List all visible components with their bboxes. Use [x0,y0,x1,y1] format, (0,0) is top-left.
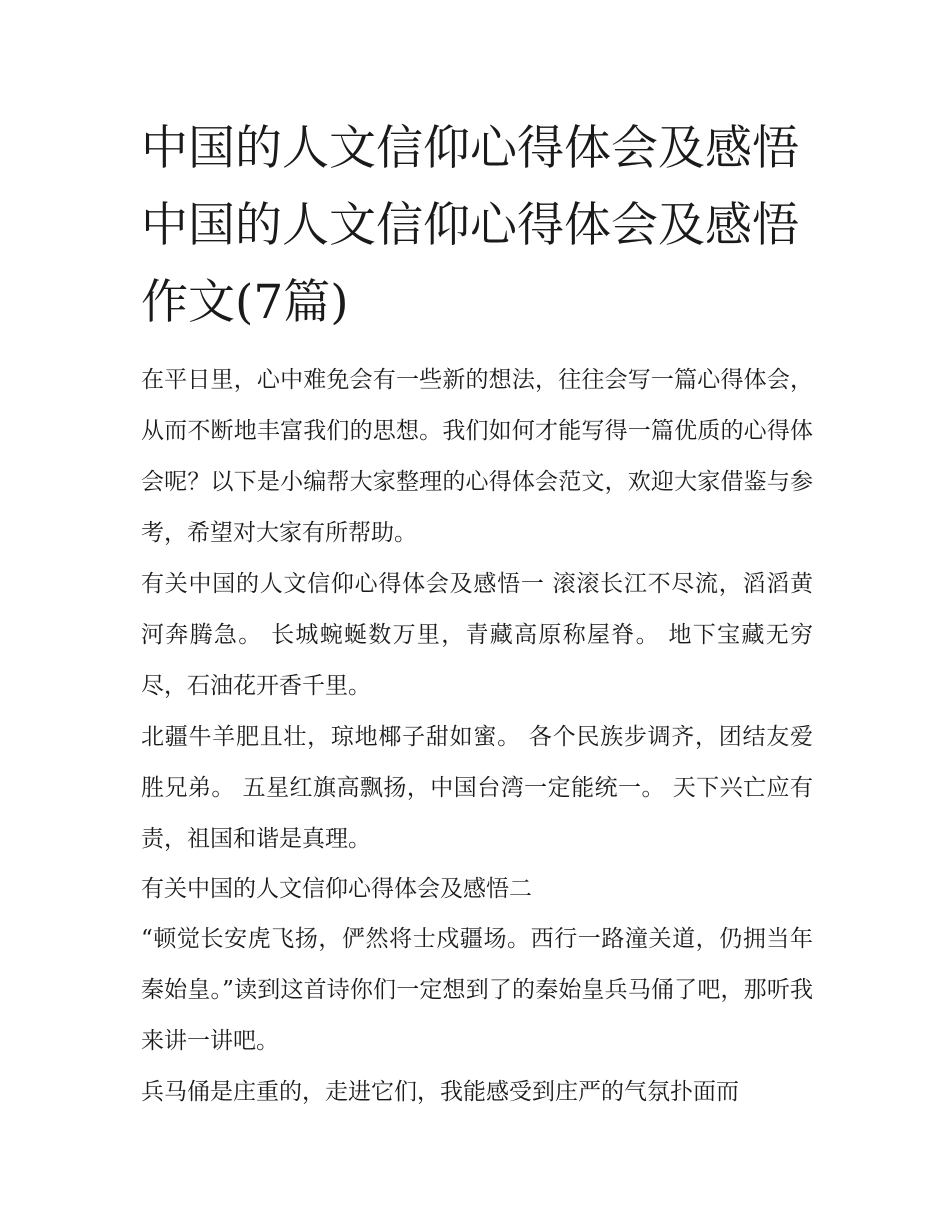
paragraph-poem-continued: 北疆牛羊肥且壮，琼地椰子甜如蜜。 各个民族步调齐，团结友爱胜兄弟。 五星红旗高飘扬，中国台湾一定能统一。 天下兴亡应有责，祖国和谐是真理。 [141,724,813,852]
paragraph-intro: 在平日里，心中难免会有一些新的想法，往往会写一篇心得体会，从而不断地丰富我们的思想。我们如何才能写得一篇优质的心得体会呢？以下是小编帮大家整理的心得体会范文，欢迎大家借鉴与参考，希望对大家有所帮助。 [141,367,813,546]
section-heading-two: 有关中国的人文信仰心得体会及感悟二 [141,876,532,902]
paragraph-section-one: 有关中国的人文信仰心得体会及感悟一 滚滚长江不尽流，滔滔黄河奔腾急。 长城蜿蜒数万里，青藏高原称屋脊。 地下宝藏无穷尽，石油花开香千里。 [141,571,813,699]
document-content [141,110,813,1118]
paragraph-quote: “顿觉长安虎飞扬，俨然将士戍疆场。西行一路潼关道，仍拥当年秦始皇。”读到这首诗你们一定想到了的秦始皇兵马俑了吧，那听我来讲一讲吧。 [141,926,813,1054]
paragraph-terracotta: 兵马俑是庄重的，走进它们，我能感受到庄严的气氛扑面而 [141,1079,739,1105]
document-body [141,355,813,1118]
document-title: 中国的人文信仰心得体会及感悟 中国的人文信仰心得体会及感悟作文(7篇) [141,121,799,330]
